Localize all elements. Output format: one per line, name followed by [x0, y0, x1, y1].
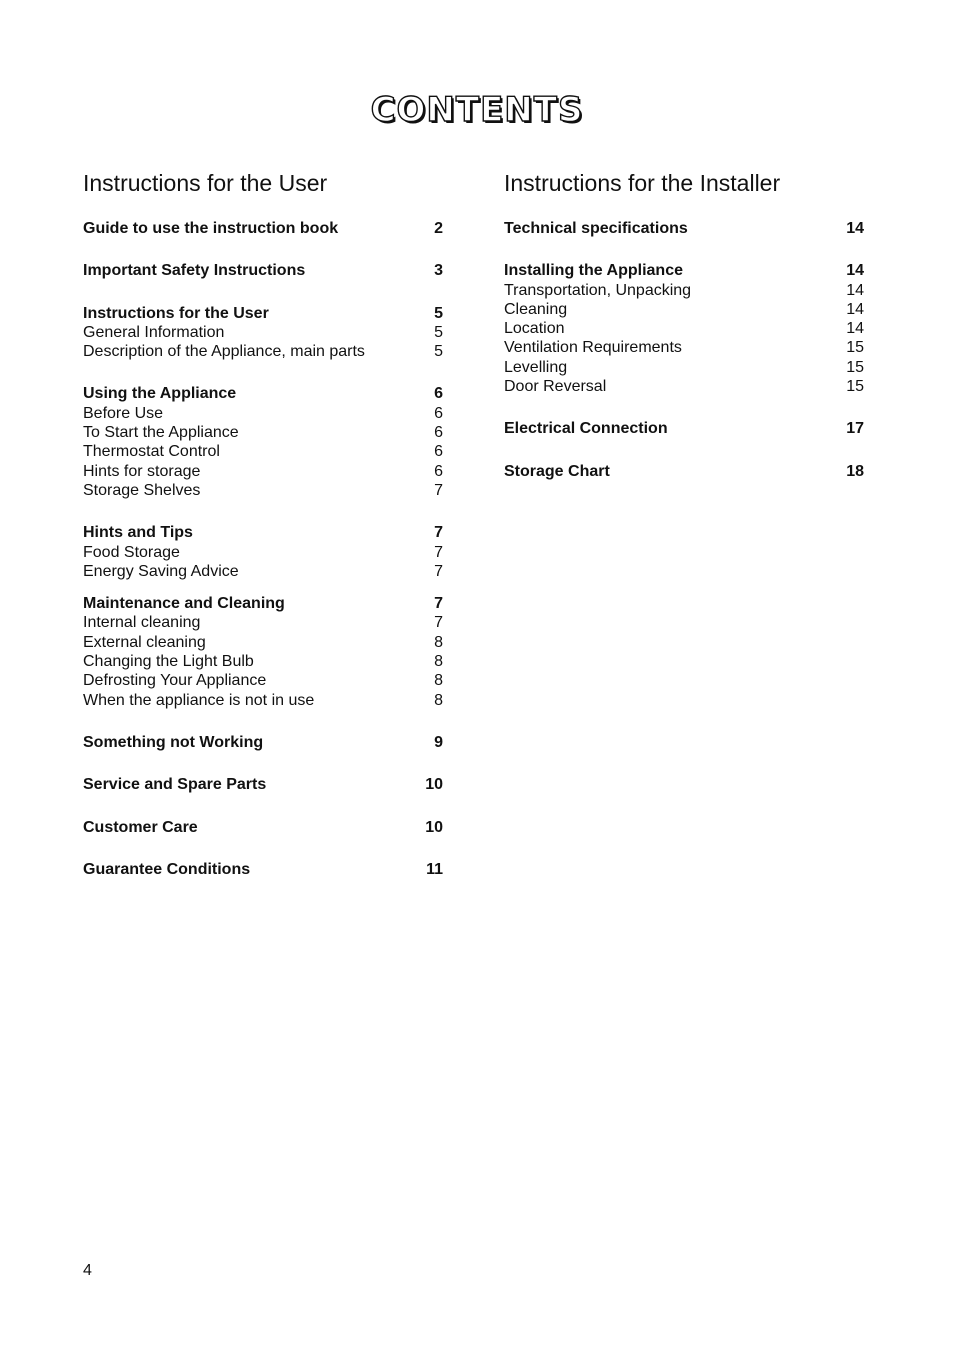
toc-entry-label: Location	[504, 320, 565, 338]
toc-section-title: Technical specifications	[504, 220, 688, 237]
toc-section-heading[interactable]	[504, 462, 864, 481]
toc-page-number: 14	[846, 320, 864, 338]
toc-entry-label: Transportation, Unpacking	[504, 281, 692, 299]
toc-entry-label: Cleaning	[504, 300, 568, 318]
toc-page-number: 7	[434, 524, 443, 542]
toc-entry-label: External cleaning	[83, 633, 206, 651]
toc-page-number: 15	[846, 339, 864, 357]
toc-entry[interactable]	[83, 323, 443, 342]
toc-section-title: Important Safety Instructions	[83, 262, 306, 280]
toc-section-title: Using the Appliance	[83, 385, 237, 403]
page-title: CONTENTS	[370, 90, 584, 130]
toc-entry-label: Thermostat Control	[83, 443, 220, 461]
toc-entry[interactable]	[83, 543, 443, 562]
toc-section-heading[interactable]	[504, 261, 864, 280]
toc-entry-label: To Start the Appliance	[83, 424, 239, 442]
toc-entry-label: Food Storage	[83, 543, 180, 561]
toc-entry-label: Energy Saving Advice	[83, 562, 239, 580]
toc-entry[interactable]	[83, 633, 443, 652]
toc-page-number: 7	[434, 614, 443, 632]
toc-page-number: 17	[846, 420, 864, 438]
toc-section-heading[interactable]	[83, 860, 443, 879]
toc-section-title: Instructions for the User	[83, 304, 269, 322]
toc-page-number: 5	[434, 343, 443, 361]
toc-section-title: Maintenance and Cleaning	[83, 595, 285, 613]
toc-section	[83, 219, 443, 238]
toc-page-number: 7	[434, 595, 443, 613]
toc-section	[504, 261, 864, 396]
toc-section	[83, 304, 443, 362]
toc-entry-label: Door Reversal	[504, 378, 607, 396]
toc-entry[interactable]	[83, 442, 443, 461]
toc-entry-label: Changing the Light Bulb	[83, 653, 254, 671]
user-toc-list	[83, 219, 443, 879]
toc-page-number: 5	[434, 304, 443, 322]
toc-entry-label: Description of the Appliance, main parts	[83, 343, 365, 361]
toc-section-title: Installing the Appliance	[504, 262, 683, 280]
toc-section-heading[interactable]	[83, 818, 443, 837]
toc-section-heading[interactable]	[83, 261, 443, 280]
toc-section-title: Customer Care	[83, 818, 198, 836]
page-number: 4	[83, 1262, 92, 1279]
installer-column-heading: Instructions for the Installer	[504, 170, 781, 196]
toc-page-number: 8	[434, 653, 443, 671]
toc-page-number: 6	[434, 443, 443, 461]
toc-entry[interactable]	[504, 358, 864, 377]
toc-section-title: Guide to use the instruction book	[83, 220, 339, 237]
toc-section-title: Electrical Connection	[504, 420, 668, 438]
toc-entry[interactable]	[504, 338, 864, 357]
toc-section-heading[interactable]	[504, 419, 864, 438]
toc-page-number: 2	[434, 220, 443, 237]
toc-section	[83, 733, 443, 752]
toc-entry[interactable]	[83, 342, 443, 361]
toc-page-number: 14	[846, 300, 864, 318]
toc-entry[interactable]	[504, 319, 864, 338]
toc-entry[interactable]	[504, 281, 864, 300]
installer-instructions-column	[504, 168, 864, 504]
toc-page-number: 14	[846, 262, 864, 280]
toc-entry-label: Internal cleaning	[83, 614, 201, 632]
toc-entry[interactable]	[504, 300, 864, 319]
toc-section	[504, 419, 864, 438]
toc-entry[interactable]	[504, 377, 864, 396]
toc-section	[83, 594, 443, 710]
toc-section-heading[interactable]	[83, 219, 443, 238]
toc-entry[interactable]	[83, 481, 443, 500]
toc-entry-label: Ventilation Requirements	[504, 339, 682, 357]
toc-section	[83, 860, 443, 879]
toc-section	[83, 775, 443, 794]
toc-entry[interactable]	[83, 613, 443, 632]
toc-entry-label: General Information	[83, 323, 225, 341]
user-column-heading: Instructions for the User	[83, 170, 328, 196]
toc-page-number: 15	[846, 358, 864, 376]
toc-entry-label: Hints for storage	[83, 462, 201, 480]
toc-page-number: 8	[434, 691, 443, 709]
toc-page-number: 9	[434, 733, 443, 751]
toc-entry-label: Before Use	[83, 404, 164, 422]
toc-entry[interactable]	[83, 652, 443, 671]
toc-section	[83, 818, 443, 837]
toc-section-title: Something not Working	[83, 733, 264, 751]
toc-page-number: 7	[434, 562, 443, 580]
toc-page-number: 8	[434, 633, 443, 651]
toc-section	[83, 261, 443, 280]
toc-page-number: 14	[846, 220, 864, 237]
toc-section	[504, 219, 864, 238]
toc-section-title: Service and Spare Parts	[83, 776, 267, 794]
toc-section-title: Hints and Tips	[83, 524, 193, 542]
toc-section-title: Storage Chart	[504, 462, 610, 480]
toc-entry-label: Levelling	[504, 358, 568, 376]
toc-page-number: 6	[434, 385, 443, 403]
toc-entry[interactable]	[83, 404, 443, 423]
toc-entry[interactable]	[83, 691, 443, 710]
toc-page-number: 10	[425, 776, 443, 794]
toc-section	[83, 523, 443, 581]
toc-entry[interactable]	[83, 423, 443, 442]
toc-section-heading[interactable]	[83, 775, 443, 794]
toc-page-number: 6	[434, 404, 443, 422]
toc-entry-label: Defrosting Your Appliance	[83, 672, 267, 690]
toc-page-number: 8	[434, 672, 443, 690]
toc-page-number: 10	[425, 818, 443, 836]
toc-section-heading[interactable]	[504, 219, 864, 238]
toc-section-heading[interactable]	[83, 384, 443, 403]
installer-toc-list	[504, 219, 864, 481]
toc-section-heading[interactable]	[83, 304, 443, 323]
toc-section	[504, 462, 864, 481]
toc-section-heading[interactable]	[83, 523, 443, 542]
toc-page-number: 7	[434, 543, 443, 561]
toc-page-number: 6	[434, 424, 443, 442]
toc-page-number: 18	[846, 462, 864, 480]
toc-page-number: 11	[426, 860, 443, 878]
toc-page-number: 7	[434, 481, 443, 499]
toc-section-title: Guarantee Conditions	[83, 860, 251, 878]
toc-page-number: 5	[434, 323, 443, 341]
toc-entry[interactable]	[83, 562, 443, 581]
toc-page-number: 6	[434, 462, 443, 480]
toc-page-number: 15	[846, 378, 864, 396]
toc-page-number: 3	[434, 262, 443, 280]
toc-entry-label: When the appliance is not in use	[83, 691, 315, 709]
toc-entry[interactable]	[83, 671, 443, 690]
user-instructions-column	[83, 168, 443, 902]
toc-entry[interactable]	[83, 462, 443, 481]
toc-entry-label: Storage Shelves	[83, 481, 201, 499]
toc-section-heading[interactable]	[83, 733, 443, 752]
toc-section	[83, 384, 443, 500]
toc-page-number: 14	[846, 281, 864, 299]
toc-section-heading[interactable]	[83, 594, 443, 613]
